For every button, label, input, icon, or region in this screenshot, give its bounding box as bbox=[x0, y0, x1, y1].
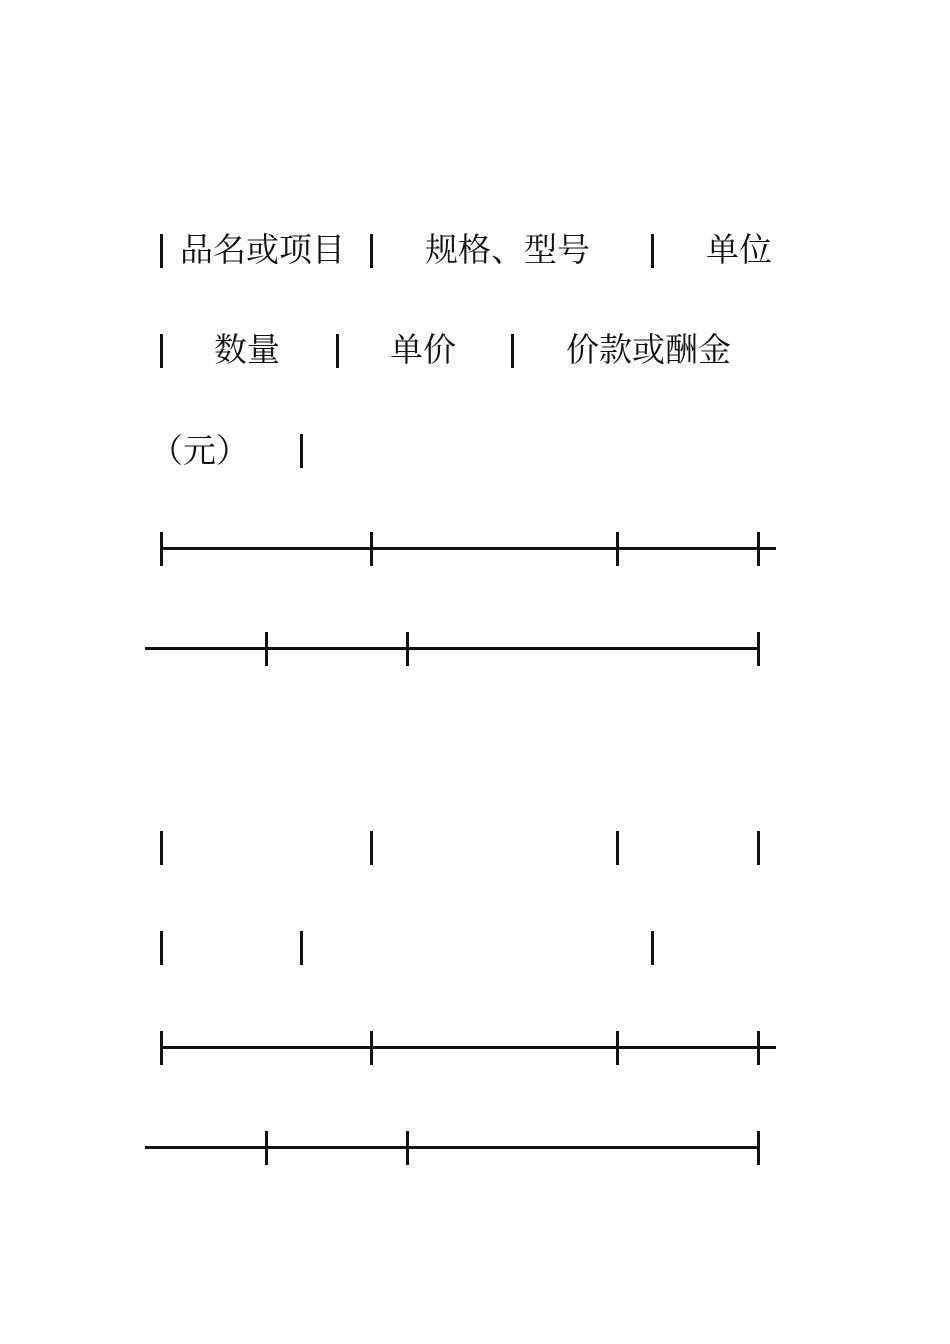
column-separator bbox=[370, 831, 373, 865]
column-separator bbox=[160, 831, 163, 865]
rule-tick bbox=[616, 1031, 619, 1065]
table-rule bbox=[160, 547, 776, 550]
rule-tick bbox=[757, 632, 760, 666]
rule-tick bbox=[757, 1031, 760, 1065]
rule-tick bbox=[370, 532, 373, 566]
column-separator bbox=[511, 334, 514, 368]
rule-tick bbox=[265, 1131, 268, 1165]
header-item-name: 品名或项目 bbox=[180, 230, 345, 269]
rule-tick bbox=[265, 632, 268, 666]
column-separator bbox=[757, 831, 760, 865]
rule-tick bbox=[757, 1131, 760, 1165]
table-rule bbox=[145, 647, 760, 650]
rule-tick bbox=[160, 532, 163, 566]
column-separator bbox=[370, 234, 373, 268]
rule-tick bbox=[757, 532, 760, 566]
header-amount-unit: （元） bbox=[150, 431, 249, 470]
column-separator bbox=[616, 831, 619, 865]
header-unit-price: 单价 bbox=[390, 330, 456, 369]
header-amount: 价款或酬金 bbox=[566, 330, 731, 369]
column-separator bbox=[651, 234, 654, 268]
header-unit: 单位 bbox=[706, 230, 772, 269]
column-separator bbox=[300, 434, 303, 468]
header-spec-model: 规格、型号 bbox=[425, 230, 590, 269]
rule-tick bbox=[160, 1031, 163, 1065]
rule-tick bbox=[406, 1131, 409, 1165]
column-separator bbox=[651, 931, 654, 965]
column-separator bbox=[300, 931, 303, 965]
column-separator bbox=[160, 234, 163, 268]
column-separator bbox=[160, 931, 163, 965]
table-rule bbox=[145, 1146, 760, 1149]
column-separator bbox=[160, 334, 163, 368]
column-separator bbox=[336, 334, 339, 368]
rule-tick bbox=[406, 632, 409, 666]
header-quantity: 数量 bbox=[214, 330, 280, 369]
table-rule bbox=[160, 1046, 776, 1049]
rule-tick bbox=[370, 1031, 373, 1065]
rule-tick bbox=[616, 532, 619, 566]
